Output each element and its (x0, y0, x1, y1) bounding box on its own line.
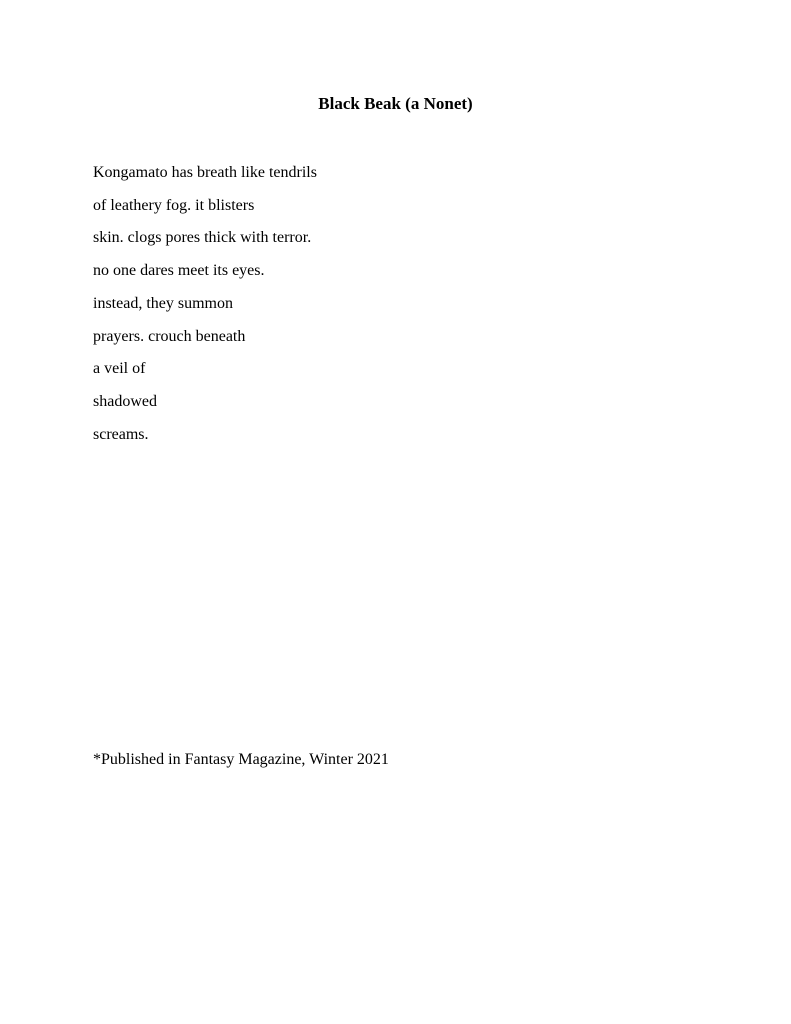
poem-line: screams. (93, 425, 149, 443)
poem-line: skin. clogs pores thick with terror. (93, 229, 312, 247)
publication-footnote: *Published in Fantasy Magazine, Winter 2021 (93, 751, 389, 768)
poem-line: Kongamato has breath like tendrils (93, 164, 317, 181)
poem-line: a veil of (93, 360, 146, 378)
poem-line: no one dares meet its eyes. (93, 262, 265, 280)
poem-line: of leathery fog. it blisters (93, 196, 255, 214)
poem-line: shadowed (93, 392, 157, 410)
poem-line: prayers. crouch beneath (93, 327, 246, 345)
poem-line: instead, they summon (93, 294, 233, 312)
poem-title: Black Beak (a Nonet) (318, 94, 473, 113)
poem-body (93, 157, 317, 451)
